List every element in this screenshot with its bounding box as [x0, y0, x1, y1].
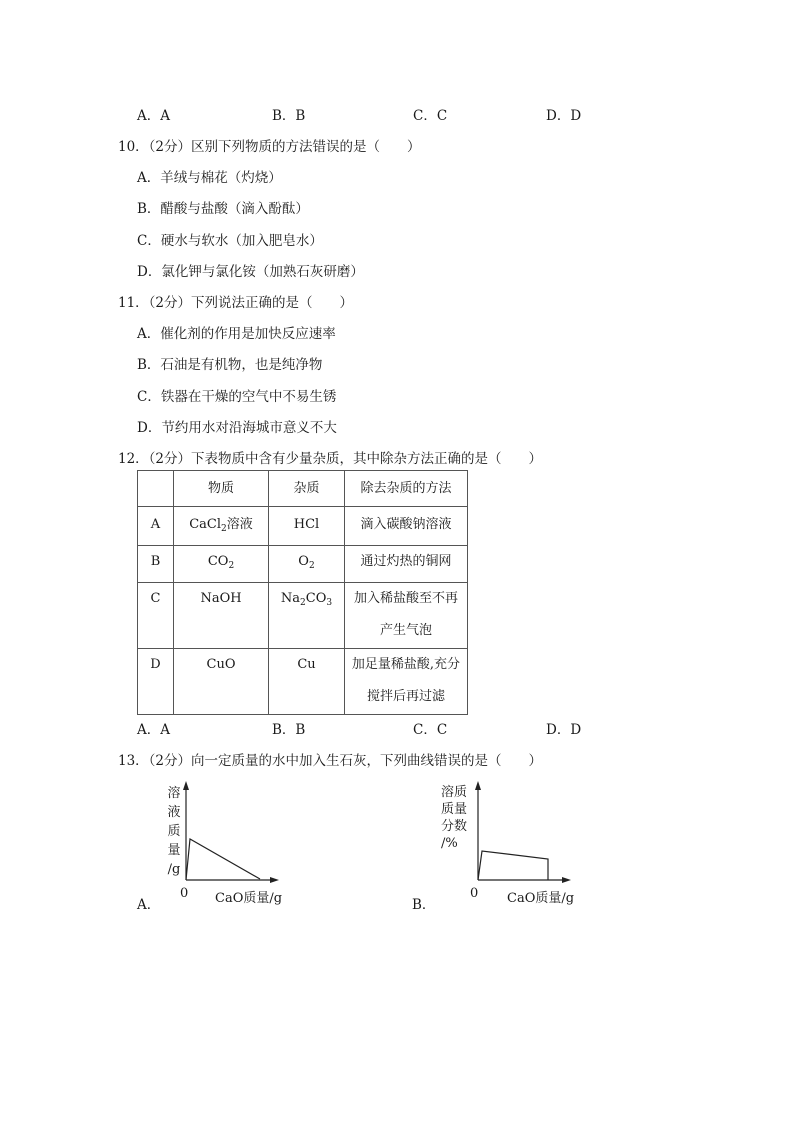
table-row: [138, 507, 468, 546]
option-d[interactable]: D．氯化钾与氯化铵（加熟石灰研磨）: [137, 264, 364, 280]
option-a[interactable]: A．羊绒与棉花（灼烧）: [137, 170, 282, 186]
x-axis-arrow: [562, 877, 571, 883]
question-stem: 11．（2分）下列说法正确的是（ ）: [118, 295, 354, 311]
graph-b-xlabel: CaO质量/g: [507, 891, 575, 906]
method-cell: 加足量稀盐酸,充分 搅拌后再过滤: [345, 649, 468, 715]
curve: [478, 851, 548, 880]
graph-b-origin: 0: [470, 886, 479, 901]
table-row: [138, 583, 468, 649]
option-a[interactable]: A．A: [137, 722, 170, 738]
option-c[interactable]: C．C: [413, 722, 448, 738]
option-c[interactable]: C．C: [413, 108, 448, 124]
option-d[interactable]: D．D: [546, 108, 582, 124]
graph-a-ylabel: 溶 液 质 量 /g: [167, 786, 181, 877]
option-d[interactable]: D．节约用水对沿海城市意义不大: [137, 420, 337, 436]
table-row: [138, 649, 468, 715]
y-axis-arrow: [475, 781, 481, 790]
option-c[interactable]: C．铁器在干燥的空气中不易生锈: [137, 389, 337, 405]
option-d[interactable]: D．D: [546, 722, 582, 738]
substance-cell: CuO: [174, 649, 269, 715]
graph-b: [472, 780, 572, 886]
graph-a-xlabel: CaO质量/g: [215, 891, 283, 906]
impurity-cell: HCl: [269, 507, 345, 546]
table-header-row: [138, 471, 468, 507]
y-axis-arrow: [183, 781, 189, 790]
table-header-cell: 杂质: [269, 471, 345, 507]
option-b[interactable]: B．: [412, 897, 436, 913]
question-stem: 10．（2分）区别下列物质的方法错误的是（ ）: [118, 139, 421, 155]
option-a[interactable]: A．: [137, 897, 161, 913]
table-header-cell: 除去杂质的方法: [345, 471, 468, 507]
method-cell: 通过灼热的铜网: [345, 546, 468, 583]
graph-b-ylabel: 溶质 质量 分数 /%: [441, 785, 468, 851]
substance-cell: $CO_2$: [174, 546, 269, 583]
substance-cell: NaOH: [174, 583, 269, 649]
impurity-cell: $Na_2CO_3$: [269, 583, 345, 649]
option-b[interactable]: B．石油是有机物，也是纯净物: [137, 357, 323, 373]
graph-a: [180, 780, 280, 886]
row-id-cell: A: [138, 507, 174, 546]
substance-cell: CaCl$_2$溶液: [174, 507, 269, 546]
question-stem: 13．（2分）向一定质量的水中加入生石灰，下列曲线错误的是（ ）: [118, 753, 543, 769]
option-b[interactable]: B．B: [272, 722, 306, 738]
question-stem: 12．（2分）下表物质中含有少量杂质，其中除杂方法正确的是（ ）: [118, 451, 543, 467]
option-b[interactable]: B．醋酸与盐酸（滴入酚酞）: [137, 201, 309, 217]
table-row: [138, 546, 468, 583]
method-cell: 加入稀盐酸至不再 产生气泡: [345, 583, 468, 649]
impurity-cell: Cu: [269, 649, 345, 715]
impurity-cell: $O_2$: [269, 546, 345, 583]
option-b[interactable]: B．B: [272, 108, 306, 124]
option-c[interactable]: C．硬水与软水（加入肥皂水）: [137, 233, 323, 249]
row-id-cell: B: [138, 546, 174, 583]
row-id-cell: C: [138, 583, 174, 649]
table-header-cell: 物质: [174, 471, 269, 507]
row-id-cell: D: [138, 649, 174, 715]
option-a[interactable]: A．催化剂的作用是加快反应速率: [137, 326, 336, 342]
method-cell: 滴入碳酸钠溶液: [345, 507, 468, 546]
option-a[interactable]: A．A: [137, 108, 170, 124]
table-header-cell: [138, 471, 174, 507]
graph-a-origin: 0: [180, 886, 189, 901]
impurity-table: [137, 470, 468, 715]
curve: [186, 839, 260, 880]
x-axis-arrow: [270, 877, 279, 883]
